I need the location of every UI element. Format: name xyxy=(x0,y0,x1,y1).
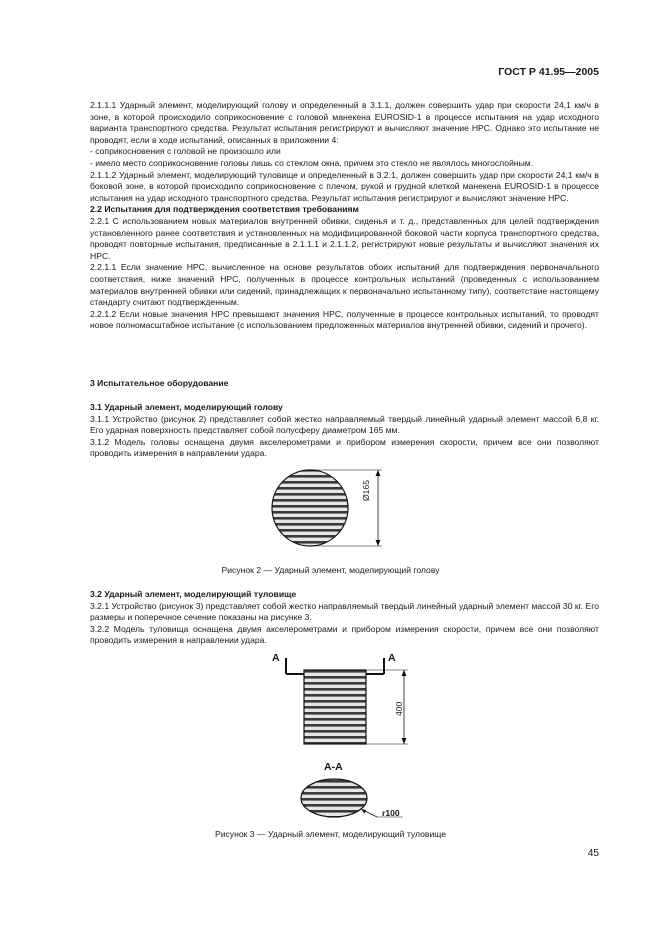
paragraph: 2.2.1.2 Если новые значения HPC превышают значения HPC, полученные в процессе контрольных испытаний, то проводят новое полномасштабное испытание (с использованием предложенных материалов внутренней обивки, сидений и прочего). xyxy=(90,308,599,331)
paragraph: 3.1.2 Модель головы оснащена двумя акселерометрами и прибором измерения скорости, причем все они позволяют проводить измерения в направлении удара. xyxy=(90,436,599,459)
section-heading: 3 Испытательное оборудование xyxy=(90,378,229,388)
paragraph: 3.1.1 Устройство (рисунок 2) представляет собой жестко направляемый твердый линейный ударный элемент массой 6,8 кг. Его ударная поверхность представляет собой полусферу диаметром 165 мм. xyxy=(90,413,599,436)
text-block-section-3-1 xyxy=(90,402,599,460)
torso-body xyxy=(304,670,366,744)
paragraph: 2.2.1 С использованием новых материалов внутренней обивки, сиденья и т. д., представленных для целей подтверждения установленного ранее соответствия и установленных на модифицированной боковой части корпуса транспортного средства, проводят повторные испытания, предписанные в 2.1.1.1 и 2.1.1.2, регистрируют новые результаты и вычисляют значения их HPC. xyxy=(90,215,599,261)
diameter-label: Ø165 xyxy=(361,479,371,501)
section-mark-right: A xyxy=(388,652,396,664)
paragraph: 3.2.2 Модель туловища оснащена двумя акселерометрами и прибором измерения скорости, причем все они позволяют проводить измерения в направлении удара. xyxy=(90,623,599,646)
paragraph: 2.1.1.1 Ударный элемент, моделирующий голову и определенный в 3.1.1, должен совершить удар при скорости 24,1 км/ч в зоне, в которой происходило соприкосновение с головой манекена EUROSID-1 в процессе испытания на удар исходного варианта транспортного средства. Результат испытания регистрируют и вычисляют значение HPC. Однако это испытание не проводят, если в ходе испытаний, описанных в приложении 4: xyxy=(90,100,599,145)
figure-2-head-impactor xyxy=(260,463,400,558)
figure-2-caption: Рисунок 2 — Ударный элемент, моделирующий голову xyxy=(221,565,440,575)
height-label: 400 xyxy=(394,701,404,716)
section-mark-left: A xyxy=(272,652,280,664)
section-title: А-А xyxy=(324,761,343,773)
paragraph: 3.2.1 Устройство (рисунок 3) представляет собой жестко направляемый твердый линейный ударный элемент массой 30 кг. Его размеры и поперечное сечение показаны на рисунке 3. xyxy=(90,600,599,623)
standard-header: ГОСТ Р 41.95—2005 xyxy=(498,66,599,78)
text-block-section-2 xyxy=(90,100,599,332)
list-item: - имело место соприкосновение головы лишь со стеклом окна, причем это стекло не являлось многослойным. xyxy=(90,157,534,168)
paragraph: 2.1.1.2 Ударный элемент, моделирующий туловище и определенный в 3.2.1, должен совершить удар при скорости 24,1 км/ч в боковой зоне, в которой происходило соприкосновение с плечом, рукой и грудной клеткой манекена EUROSID-1 в процессе испытания на удар исходного транспортного средства. Результат испытания регистрируют и вычисляют значение HPC. xyxy=(90,169,599,203)
paragraph: 2.2.1.1 Если значение HPC, вычисленное на основе результатов обоих испытаний для подтверждения первоначального соответствия, ниже значений HPC, полученных в процессе контрольных испытаний (проведенных с использованием материалов внутренней обивки или сидений, принадлежащих к первоначально испытанному типу), соответствие настоящему стандарту считают подтвержденным. xyxy=(90,262,599,308)
subsection-heading: 3.2 Ударный элемент, моделирующий туловище xyxy=(90,589,297,599)
figure-3-caption: Рисунок 3 — Ударный элемент, моделирующий туловище xyxy=(214,829,447,839)
head-hatching xyxy=(270,468,350,548)
subsection-heading: 3.1 Ударный элемент, моделирующий голову xyxy=(90,402,283,412)
list-item: - соприкосновения с головой не произошло или xyxy=(90,146,281,157)
text-block-section-3-2 xyxy=(90,589,599,647)
radius-label: r100 xyxy=(382,808,400,818)
page-number: 45 xyxy=(587,848,599,859)
subsection-heading: 2.2 Испытания для подтверждения соответствия требованиям xyxy=(90,204,359,215)
